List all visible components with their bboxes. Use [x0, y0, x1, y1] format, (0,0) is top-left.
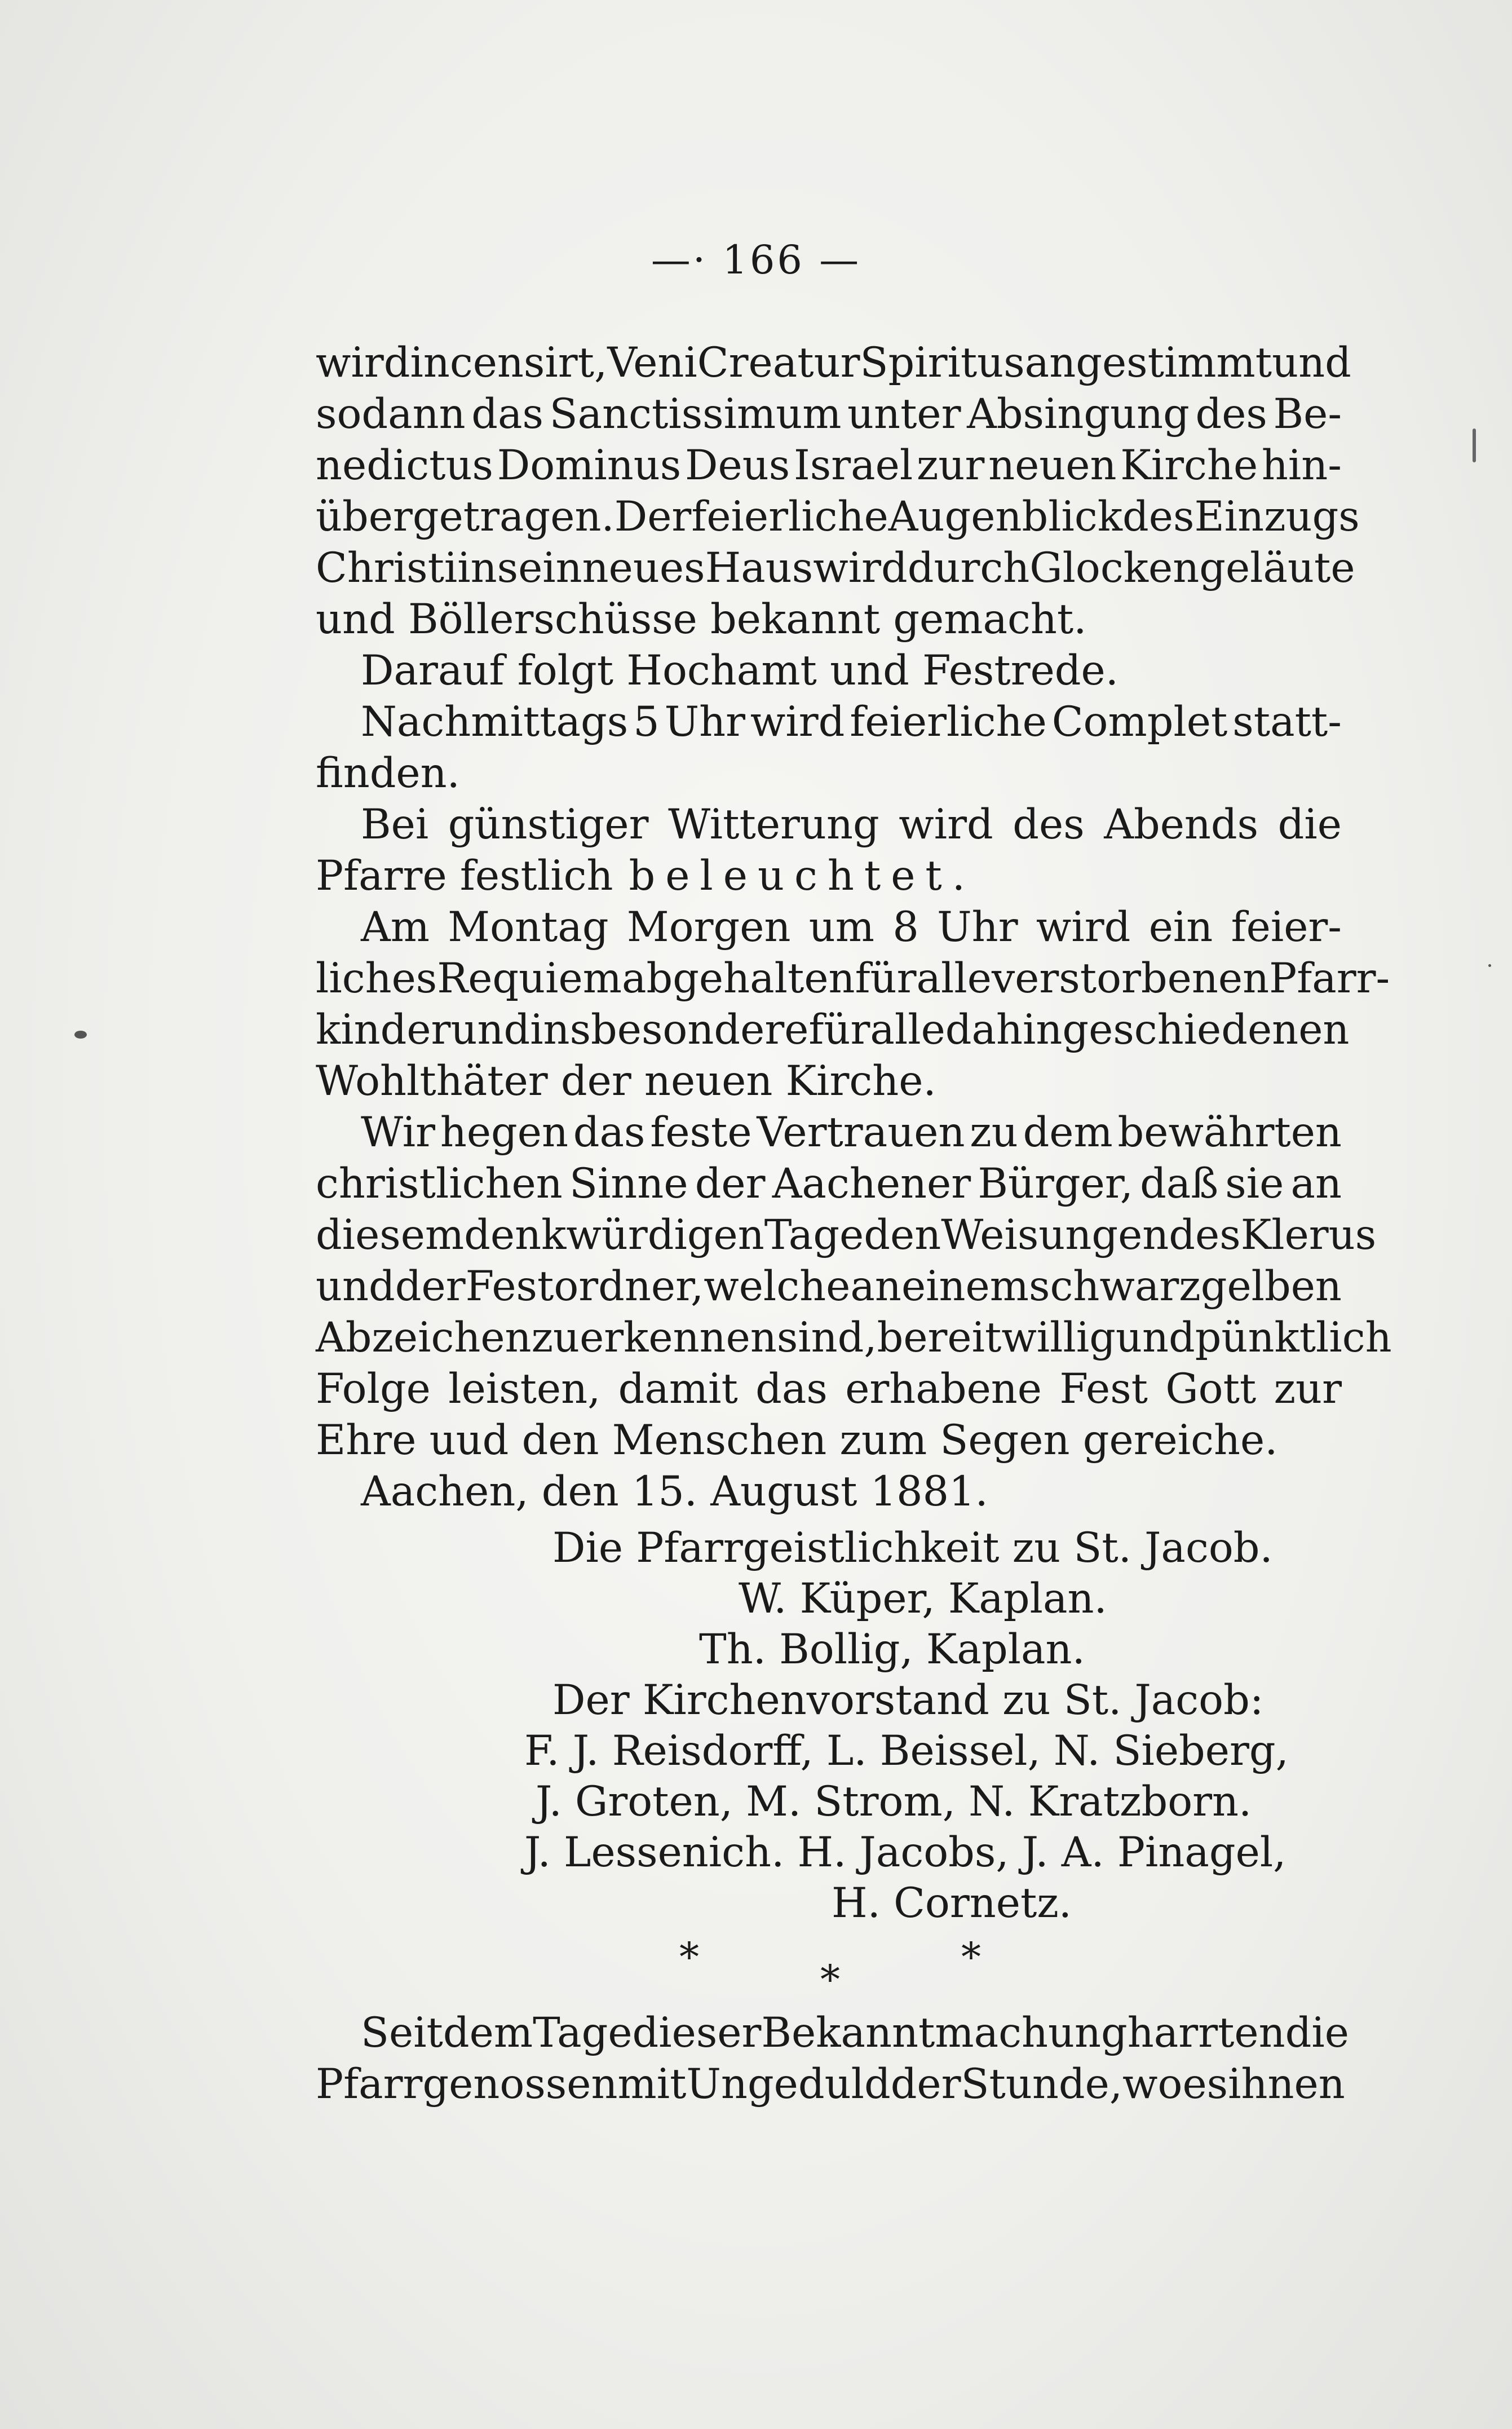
word: Creatur: [697, 339, 860, 387]
word: das: [573, 1108, 646, 1156]
word: kinder: [316, 1006, 451, 1054]
word: Wir: [361, 1108, 435, 1156]
word: Uhr: [937, 903, 1018, 951]
text-line: Darauf folgt Hochamt und Festrede.: [361, 647, 1118, 695]
word: dem: [1023, 1108, 1113, 1156]
text-line: [316, 953, 1390, 1004]
word: einem: [901, 1262, 1029, 1310]
board-signatures: J. Lessenich. H. Jacobs, J. A. Pinagel,: [524, 1829, 1286, 1876]
word: ein: [1148, 903, 1213, 951]
word: Seit: [361, 2009, 443, 2057]
word: Der: [614, 493, 692, 541]
word: Sinne: [569, 1160, 688, 1208]
word: für: [808, 1006, 870, 1054]
word: Haus: [705, 544, 814, 592]
word: Aachener: [772, 1160, 971, 1208]
text-line: [316, 440, 1342, 491]
word: Weisungen: [941, 1211, 1169, 1259]
word: unter: [847, 390, 961, 438]
word: sind,: [776, 1314, 877, 1362]
word: Morgen: [626, 903, 791, 951]
word: Bekanntmachung: [761, 2009, 1128, 2057]
text-line: [316, 1107, 1342, 1158]
word: wird: [316, 339, 410, 387]
word: liches: [316, 955, 437, 1002]
word: verstorbenen: [991, 955, 1270, 1002]
word: Israel: [793, 441, 913, 489]
separator-star: *: [961, 1934, 981, 1980]
word: an: [1290, 1160, 1342, 1208]
word: die: [1277, 801, 1342, 849]
word: und: [1115, 1314, 1195, 1362]
board-signatures: H. Cornetz.: [832, 1879, 1072, 1927]
word: 8: [892, 903, 919, 951]
word: sodann: [316, 390, 466, 438]
word: Requiem: [437, 955, 622, 1002]
word: Augenblick: [888, 493, 1123, 541]
word: Vertrauen: [757, 1108, 965, 1156]
word: sein: [497, 544, 582, 592]
word: 5: [633, 698, 660, 746]
word: durch: [907, 544, 1030, 592]
clergy-signature: Th. Bollig, Kaplan.: [699, 1626, 1085, 1673]
word: Absingung: [967, 390, 1190, 438]
word: nedictus: [316, 441, 493, 489]
word: alle: [870, 1006, 945, 1054]
board-signatures: J. Groten, M. Strom, N. Kratzborn.: [536, 1778, 1252, 1826]
word: zu: [531, 1314, 580, 1362]
word: und: [316, 1262, 395, 1310]
print-mark: [1488, 964, 1491, 967]
word: und: [1272, 339, 1351, 387]
word: Nachmittags: [361, 698, 629, 746]
word: Gott: [1165, 1365, 1257, 1413]
word: Bürger,: [978, 1160, 1133, 1208]
word: erkennen: [580, 1314, 777, 1362]
word: der: [695, 1160, 766, 1208]
clergy-signature: W. Küper, Kaplan.: [739, 1575, 1107, 1623]
word: zur: [916, 441, 985, 489]
word: um: [808, 903, 875, 951]
word: feierliche: [691, 493, 888, 541]
word: zu: [970, 1108, 1018, 1156]
word: Glockengeläute: [1029, 544, 1355, 592]
word: Pfarr-: [1269, 955, 1390, 1002]
word: Stunde,: [961, 2060, 1123, 2108]
word: Spiritus: [860, 339, 1025, 387]
word: Witterung: [668, 801, 879, 849]
word: Abends: [1104, 801, 1259, 849]
word: feste: [650, 1108, 752, 1156]
word: Complet: [1051, 698, 1228, 746]
text-line: [316, 1363, 1342, 1415]
board-signatures: F. J. Reisdorff, L. Beissel, N. Sieberg,: [524, 1727, 1289, 1775]
word: Folge: [316, 1365, 431, 1413]
word: neuen: [988, 441, 1117, 489]
word: Tage: [764, 1211, 864, 1259]
word: für: [855, 955, 917, 1002]
text-line: [316, 902, 1342, 953]
word: Bei: [361, 801, 429, 849]
word: übergetragen.: [316, 493, 614, 541]
word: die: [1285, 2009, 1349, 2057]
word: zur: [1274, 1365, 1342, 1413]
word: der: [395, 1262, 466, 1310]
word: schwarzgelben: [1029, 1262, 1342, 1310]
word: leisten,: [448, 1365, 601, 1413]
word: alle: [916, 955, 992, 1002]
word: wird: [813, 544, 908, 592]
date-line: Aachen, den 15. August 1881.: [361, 1468, 988, 1516]
page-number: —· 166 —: [651, 237, 861, 283]
word: Be-: [1273, 390, 1342, 438]
text-line: [316, 388, 1342, 440]
word: welche: [704, 1262, 851, 1310]
word: Sanctissimum: [549, 390, 842, 438]
text-line: [316, 1004, 1350, 1055]
word: in: [457, 544, 497, 592]
closing-text: [316, 2007, 1349, 2110]
text-line: [316, 1158, 1342, 1209]
word: sie: [1225, 1160, 1284, 1208]
word: Abzeichen: [316, 1314, 532, 1362]
word: es: [1182, 2060, 1228, 2108]
word: an: [850, 1262, 901, 1310]
word: Einzugs: [1194, 493, 1360, 541]
word: dahingeschiedenen: [945, 1006, 1350, 1054]
word: feier-: [1231, 903, 1342, 951]
word: des: [1169, 1211, 1241, 1259]
word: erhabene: [845, 1365, 1042, 1413]
text-line: [316, 2007, 1349, 2059]
word: Festordner,: [465, 1262, 704, 1310]
word: hegen: [440, 1108, 568, 1156]
word: neues: [582, 544, 705, 592]
word: hin-: [1261, 441, 1342, 489]
word: mit: [617, 2060, 687, 2108]
text-line: Wohlthäter der neuen Kirche.: [316, 1057, 936, 1105]
word: dieser: [632, 2009, 762, 2057]
word: christlichen: [316, 1160, 563, 1208]
word: ihnen: [1228, 2060, 1345, 2108]
body-text: [316, 337, 1392, 1517]
word: wird: [899, 801, 993, 849]
word: angestimmt: [1024, 339, 1272, 387]
word: wo: [1122, 2060, 1183, 2108]
text-run: Pfarre festlich: [316, 852, 613, 900]
word: des: [1195, 390, 1267, 438]
word: diesem: [316, 1211, 465, 1259]
word: insbesondere: [530, 1006, 809, 1054]
word: Klerus: [1240, 1211, 1377, 1259]
word: Deus: [685, 441, 790, 489]
board-title: Der Kirchenvorstand zu St. Jacob:: [552, 1676, 1264, 1724]
word: der: [890, 2060, 961, 2108]
word: des: [1013, 801, 1085, 849]
word: Kirche: [1120, 441, 1258, 489]
word: incensirt,: [410, 339, 608, 387]
word: bewährten: [1117, 1108, 1342, 1156]
text-line: [316, 1209, 1377, 1261]
emphasized-text: beleuchtet.: [629, 852, 975, 900]
clergy-title: Die Pfarrgeistlichkeit zu St. Jacob.: [552, 1524, 1273, 1572]
print-mark: [74, 1031, 87, 1039]
separator-star: *: [679, 1934, 699, 1980]
text-line: finden.: [316, 749, 460, 797]
word: harrten: [1127, 2009, 1285, 2057]
word: damit: [618, 1365, 738, 1413]
text-line: [316, 1312, 1392, 1363]
word: Pfarrgenossen: [316, 2060, 618, 2108]
word: bereitwillig: [877, 1314, 1116, 1362]
word: Tage: [533, 2009, 633, 2057]
text-line: [316, 2059, 1345, 2110]
word: feierliche: [850, 698, 1047, 746]
print-mark: [1473, 429, 1476, 462]
word: das: [471, 390, 544, 438]
text-line: und Böllerschüsse bekannt gemacht.: [316, 595, 1087, 643]
word: dem: [443, 2009, 533, 2057]
text-line: [316, 1261, 1342, 1312]
word: das: [755, 1365, 828, 1413]
word: pünktlich: [1195, 1314, 1392, 1362]
word: den: [864, 1211, 941, 1259]
text-line: [316, 850, 1342, 902]
word: Ungeduld: [686, 2060, 891, 2108]
word: denkwürdigen: [464, 1211, 764, 1259]
word: Christi: [316, 544, 458, 592]
text-line: [316, 696, 1342, 748]
word: und: [450, 1006, 530, 1054]
text-line: [316, 542, 1355, 594]
text-line: [316, 337, 1351, 388]
word: Veni: [607, 339, 697, 387]
word: Uhr: [664, 698, 745, 746]
text-line: Ehre uud den Menschen zum Segen gereiche.: [316, 1416, 1278, 1464]
word: daß: [1140, 1160, 1219, 1208]
separator-star: *: [820, 1957, 840, 2003]
word: abgehalten: [621, 955, 855, 1002]
word: Am: [361, 903, 430, 951]
word: wird: [750, 698, 845, 746]
text-line: [316, 491, 1360, 542]
word: Fest: [1059, 1365, 1148, 1413]
word: wird: [1036, 903, 1131, 951]
word: Dominus: [497, 441, 682, 489]
word: günstiger: [448, 801, 649, 849]
word: des: [1122, 493, 1195, 541]
word: Montag: [448, 903, 609, 951]
text-line: [316, 799, 1342, 850]
word: statt-: [1232, 698, 1342, 746]
